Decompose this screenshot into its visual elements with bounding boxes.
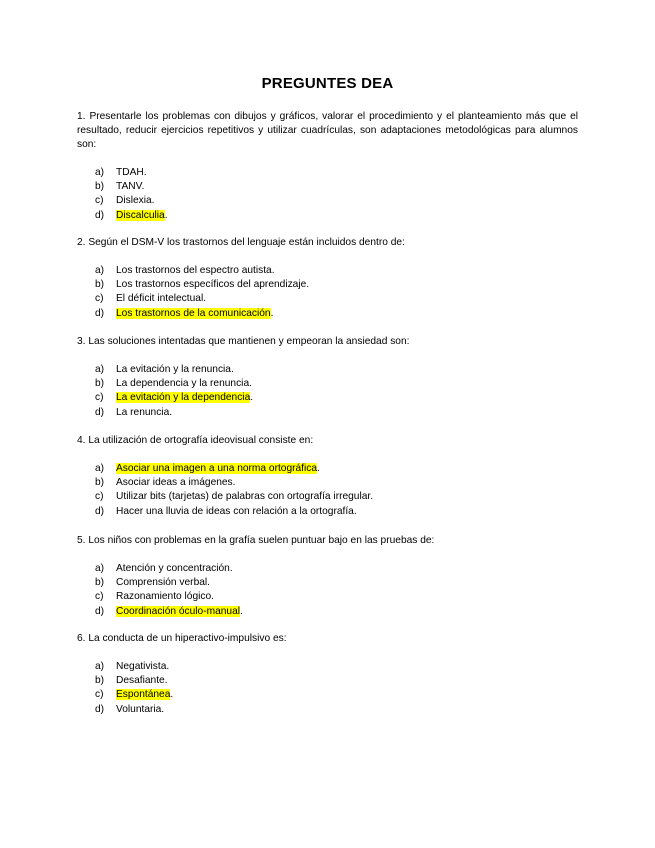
option-text: Razonamiento lógico. <box>116 591 214 603</box>
option-text: Negativista. <box>116 661 170 672</box>
option-5a <box>95 562 243 576</box>
option-6b <box>95 674 173 688</box>
question-6-text: 6. La conducta de un hiperactivo-impulsivo es: <box>77 633 287 644</box>
question-5-text: 5. Los niños con problemas en la grafía suelen puntuar bajo en las pruebas de: <box>77 535 435 546</box>
option-4c <box>95 490 373 504</box>
option-text: Utilizar bits (tarjetas) de palabras con ortografía irregular. <box>116 491 374 503</box>
option-text: Asociar ideas a imágenes. <box>116 477 236 489</box>
option-letter: c) <box>95 491 104 503</box>
option-6d <box>95 703 173 717</box>
question-1-text: 1. Presentarle los problemas con dibujos y gráficos, valorar el procedimiento y el planteamiento más que el resultado, reducir ejercicios repetitivos y utilizar cuadrículas, son adaptaciones metodológicas para alumnos son: <box>77 111 578 150</box>
option-4d <box>95 505 373 519</box>
option-text: Voluntaria. <box>116 703 165 715</box>
option-letter: a) <box>95 661 105 672</box>
question-6-options <box>95 660 173 717</box>
highlighted-answer: Los trastornos de la comunicación <box>116 307 271 319</box>
question-4-text: 4. La utilización de ortografía ideovisual consiste en: <box>77 435 314 446</box>
highlighted-answer: Discalculia <box>116 209 165 221</box>
question-3-text: 3. Las soluciones intentadas que mantienen y empeoran la ansiedad son: <box>77 336 410 347</box>
option-text: TDAH. <box>116 167 147 178</box>
option-1a <box>95 166 168 180</box>
option-1c <box>95 194 168 208</box>
option-letter: b) <box>95 577 105 589</box>
question-5-options <box>95 562 243 619</box>
option-5b <box>95 576 243 590</box>
option-letter: c) <box>95 293 104 305</box>
option-6c: c) Espontánea. <box>95 688 173 702</box>
question-2-options <box>95 264 309 321</box>
option-text: Hacer una lluvia de ideas con relación a la ortografía. <box>116 505 357 517</box>
option-1d: d) Discalculia. <box>95 209 168 223</box>
option-letter: b) <box>95 477 105 489</box>
option-letter: c) <box>95 591 104 603</box>
option-text: El déficit intelectual. <box>116 293 207 305</box>
option-letter: a) <box>95 167 105 178</box>
option-4a: a) Asociar una imagen a una norma ortográfica. <box>95 462 373 476</box>
option-letter: b) <box>95 181 105 193</box>
option-3b <box>95 377 253 391</box>
question-2-text: 2. Según el DSM-V los trastornos del lenguaje están incluidos dentro de: <box>77 237 405 248</box>
highlighted-answer: La evitación y la dependencia <box>116 392 251 404</box>
option-text: Comprensión verbal. <box>116 577 210 589</box>
option-text: Dislexia. <box>116 195 155 207</box>
option-letter: b) <box>95 675 105 687</box>
option-3c: c) La evitación y la dependencia. <box>95 391 253 405</box>
option-letter: c) <box>95 689 104 701</box>
option-text: Desafiante. <box>116 675 168 687</box>
option-text: La evitación y la renuncia. <box>116 364 234 375</box>
highlighted-answer: Espontánea <box>116 689 171 701</box>
option-letter: b) <box>95 378 105 390</box>
highlighted-answer: Coordinación óculo-manual <box>116 605 241 617</box>
option-text: TANV. <box>116 181 145 193</box>
option-letter: d) <box>95 703 105 715</box>
option-2c <box>95 292 309 306</box>
option-letter: d) <box>95 307 105 319</box>
option-letter: c) <box>95 195 104 207</box>
option-letter: a) <box>95 563 105 574</box>
option-text: Los trastornos específicos del aprendizaje. <box>116 279 310 291</box>
option-letter: c) <box>95 392 104 404</box>
option-text: La dependencia y la renuncia. <box>116 378 252 390</box>
document-title: PREGUNTES DEA <box>261 75 394 92</box>
option-5c <box>95 590 243 604</box>
option-text: La renuncia. <box>116 406 173 418</box>
option-2d: d) Los trastornos de la comunicación. <box>95 307 309 321</box>
question-3-options <box>95 363 253 420</box>
option-3a <box>95 363 253 377</box>
option-letter: b) <box>95 279 105 291</box>
option-letter: a) <box>95 463 105 474</box>
option-letter: d) <box>95 605 105 617</box>
option-text: Los trastornos del espectro autista. <box>116 265 275 276</box>
option-letter: d) <box>95 209 105 221</box>
option-3d <box>95 406 253 420</box>
option-text: Atención y concentración. <box>116 563 233 574</box>
option-2a <box>95 264 309 278</box>
option-2b <box>95 278 309 292</box>
option-letter: a) <box>95 265 105 276</box>
option-letter: a) <box>95 364 105 375</box>
question-1-options <box>95 166 168 223</box>
highlighted-answer: Asociar una imagen a una norma ortográfica <box>116 463 318 474</box>
option-letter: d) <box>95 406 105 418</box>
option-letter: d) <box>95 505 105 517</box>
option-1b <box>95 180 168 194</box>
option-6a <box>95 660 173 674</box>
question-4-options <box>95 462 373 519</box>
option-5d: d) Coordinación óculo-manual. <box>95 605 243 619</box>
option-4b <box>95 476 373 490</box>
